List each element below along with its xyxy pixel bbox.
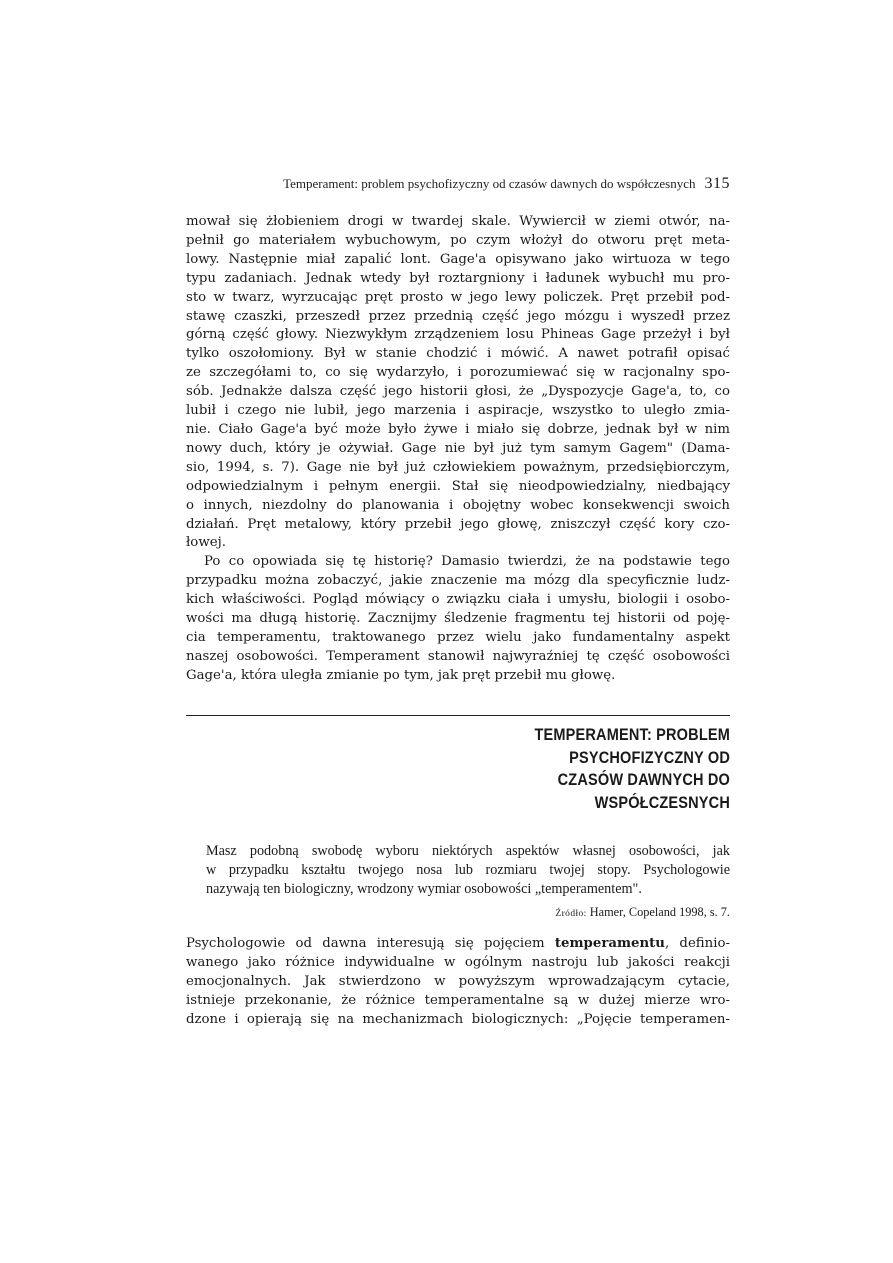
text-line: łowej. [186,535,226,551]
text-line: naszej osobowości. Temperament stanowił najwyraźniej tę część osobowości [186,648,730,664]
heading-line: PSYCHOFIZYCZNY OD [569,748,730,767]
text-line: górną część głowy. Niezwykłym zrządzeniem losu Phineas Gage przeżył i był [186,327,730,343]
text-line: sio, 1994, s. 7). Gage nie był już człowiekiem poważnym, przedsiębiorczym, [186,459,730,475]
section-heading [448,724,730,814]
text-line: nowy duch, który je ożywiał. Gage nie był już tym samym Gagem" (Dama- [186,440,730,456]
text-run: Psychologowie od dawna interesują się pojęciem [186,936,555,951]
epigraph-source [555,905,730,920]
text-line: działań. Pręt metalowy, który przebił jego głowę, zniszczył część kory czo- [186,516,730,532]
heading-line: CZASÓW DAWNYCH DO [557,771,730,789]
text-line: dzone i opierają się na mechanizmach biologicznych: „Pojęcie temperamen- [186,1011,730,1027]
heading-line: TEMPERAMENT: PROBLEM [534,726,730,744]
text-line: mował się żłobieniem drogi w twardej skale. Wywiercił w ziemi otwór, na- [186,214,730,229]
running-title: Temperament: problem psychofizyczny od czasów dawnych do współczesnych [283,176,696,191]
text-line: tylko oszołomiony. Był w stanie chodzić i mówić. A nawet potrafił opisać [186,346,730,362]
heading-line: WSPÓŁCZESNYCH [594,793,730,812]
paragraph-gage-story [186,213,730,553]
text-line: przypadku można zobaczyć, jakie znaczenie ma mózg dla specyficznie ludz- [186,573,730,589]
quote-line: nazywają ten biologiczny, wrodzony wymiar osobowości „temperamentem". [206,881,642,897]
quote-line: w przypadku kształtu twojego nosa lub rozmiaru twojej stopy. Psychologowie [206,862,730,878]
body-text-top [186,213,730,686]
text-line: pełnił go materiałem wybuchowym, po czym włożył do otworu pręt meta- [186,232,730,248]
source-citation: Hamer, Copeland 1998, s. 7. [589,905,730,919]
paragraph-temperament-intro [186,935,730,1030]
text-line: sób. Jednakże dalsza część jego historii głosi, że „Dyspozycje Gage'a, to, co [186,384,730,400]
text-line: wanego jako różnice indywidualne w ogólnym nastroju lub jakości reakcji [186,954,730,970]
section-divider [186,715,730,716]
epigraph-quote [206,842,730,899]
running-header [186,175,730,193]
key-term: temperamentu [554,936,665,951]
text-line: ze szczegółami to, co się wydarzyło, i porozumiewać się w racjonalny spo- [186,365,730,381]
text-line: emocjonalnych. Jak stwierdzono w powyższym wprowadzającym cytacie, [186,973,730,989]
text-line: nie. Ciało Gage'a być może było żywe i miało się dobrze, jednak był w nim [186,421,730,437]
text-line: lubił i czego nie lubił, jego marzenia i aspiracje, wszystko to uległo zmia- [186,403,730,419]
source-label: Źródło: [555,909,587,919]
text-line: odpowiedzialnym i pełnym energii. Stał się nieodpowiedzialny, niedbający [186,478,730,494]
text-line: o innych, niezdolny do planowania i obojętny wobec konsekwencji swoich [186,497,730,513]
text-line: cia temperamentu, traktowanego przez wielu jako fundamentalny aspekt [186,629,730,645]
text-line: sto w twarz, wyrzucając pręt prosto w jego lewy policzek. Pręt przebił pod- [186,289,730,305]
text-run: , definio- [664,936,730,951]
text-line: stawę czaszki, przeszedł przez przednią część jego mózgu i wyszedł przez [186,308,730,324]
text-line: Po co opowiada się tę historię? Damasio twierdzi, że na podstawie tego [204,554,730,570]
text-line: wości ma długą historię. Zacznijmy śledzenie fragmentu tej historii od poję- [186,611,730,627]
quote-line: Masz podobną swobodę wyboru niektórych aspektów własnej osobowości, jak [206,843,730,859]
body-text-bottom [186,935,730,1030]
text-line [186,935,730,954]
text-line: kich właściwości. Pogląd mówiący o związku ciała i umysłu, biologii i osobo- [186,592,730,608]
paragraph-why-story [186,553,730,685]
page-number: 315 [704,175,730,192]
text-line: istnieje przekonanie, że różnice temperamentalne są w dużej mierze wro- [186,992,730,1008]
text-line: typu zadaniach. Jednak wtedy był roztargniony i ładunek wybuchł mu pro- [186,270,730,286]
text-line: lowy. Następnie miał zapalić lont. Gage'a opisywano jako wirtuoza w tego [186,251,730,267]
text-line: Gage'a, która uległa zmianie po tym, jak pręt przebił mu głowę. [186,667,616,683]
